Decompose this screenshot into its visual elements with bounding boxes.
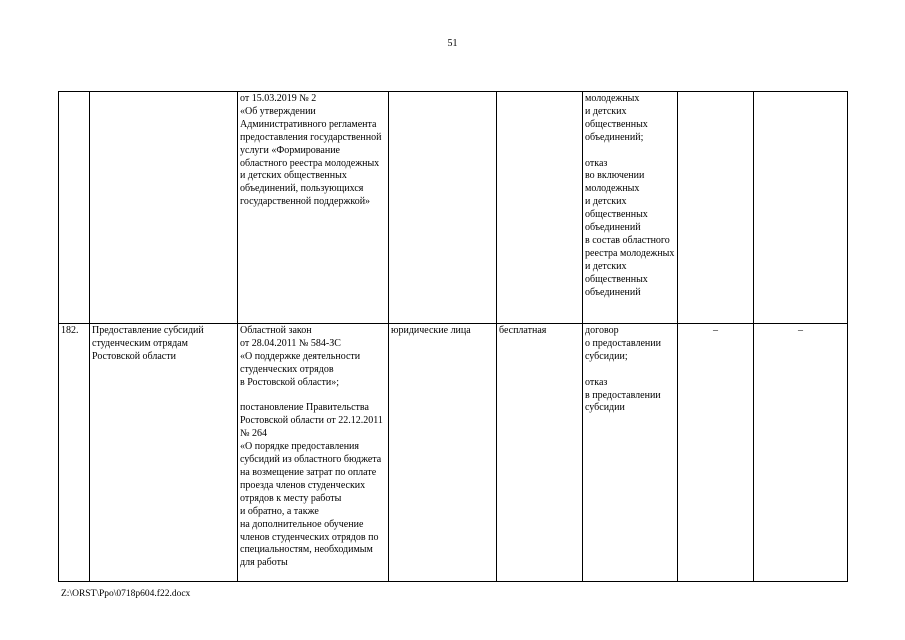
cell-legal-basis: от 15.03.2019 № 2 «Об утверждении Административного регламента предоставления государственной услуги «Формирование областного реестра молодежных и детских общественных объединений, пользующихся государственной поддержкой»	[238, 92, 389, 324]
cell-recipients: юридические лица	[389, 324, 497, 582]
services-table	[58, 91, 848, 582]
file-path-footer: Z:\ORST\Ppo\0718p604.f22.docx	[61, 589, 191, 599]
cell-result: договор о предоставлении субсидии; отказ в предоставлении субсидии	[583, 324, 678, 582]
cell-legal-basis: Областной закон от 28.04.2011 № 584-ЗС «О поддержке деятельности студенческих отрядов в Ростовской области»; постановление Правительства Ростовской области от 22.12.2011 № 264 «О порядке предоставления субсидий из областного бюджета на возмещение затрат по оплате проезда членов студенческих отрядов к месту работы и обратно, а также на дополнительное обучение членов студенческих отрядов по специальностям, необходимым для работы	[238, 324, 389, 582]
cell-service-name	[90, 92, 238, 324]
cell-col7	[678, 92, 754, 324]
cell-service-name: Предоставление субсидий студенческим отрядам Ростовской области	[90, 324, 238, 582]
cell-fee: бесплатная	[497, 324, 583, 582]
cell-result: молодежных и детских общественных объединений; отказ во включении молодежных и детских общественных объединений в состав областного реестра молодежных и детских общественных объединений	[583, 92, 678, 324]
cell-col7: –	[678, 324, 754, 582]
page-number: 51	[447, 38, 458, 49]
cell-recipients	[389, 92, 497, 324]
cell-col8: –	[754, 324, 848, 582]
cell-number: 182.	[59, 324, 90, 582]
cell-fee	[497, 92, 583, 324]
table-row	[59, 324, 848, 582]
table-row	[59, 92, 848, 324]
cell-number	[59, 92, 90, 324]
cell-col8	[754, 92, 848, 324]
